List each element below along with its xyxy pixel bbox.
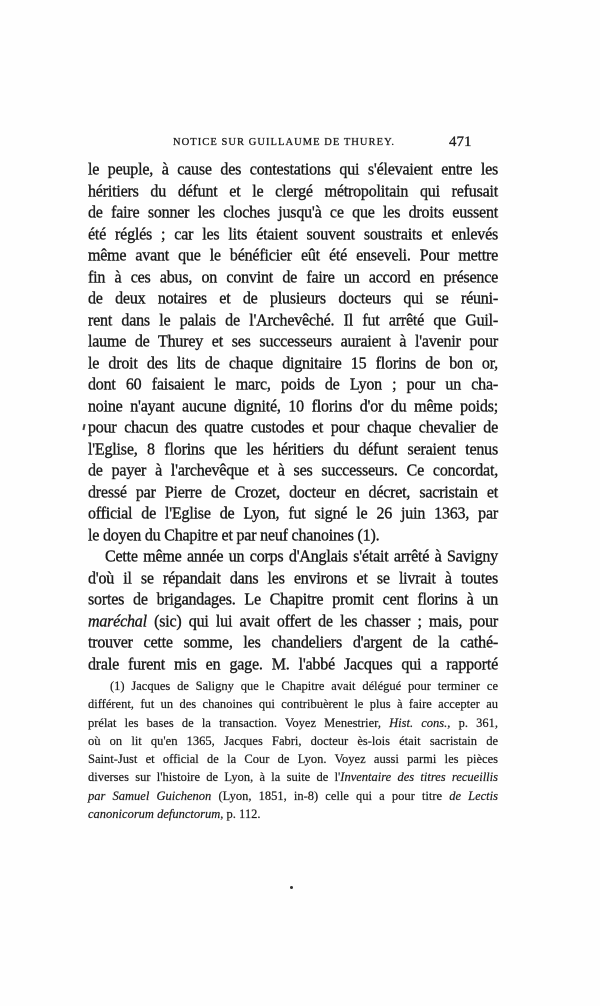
text-line: rent dans le palais de l'Archevêché. Il fut arrêté que Guil- — [88, 310, 498, 330]
text-line: sortes de brigandages. Le Chapitre promit cent florins à un — [88, 590, 498, 609]
text-line: même avant que le bénéficier eût été enseveli. Pour mettre — [88, 246, 498, 265]
text-segment: , p. 112. — [220, 807, 261, 822]
text-line: laume de Thurey et ses successeurs auraient à l'avenir pour — [88, 332, 498, 351]
text-line: le doyen du Chapitre et par neuf chanoines (1). — [88, 525, 380, 545]
footnote-line: différent, fut un des chanoines qui contribuèrent le plus à faire accepter au — [88, 697, 498, 712]
text-segment: (sic) qui lui avait offert de les chasser ; mais, pour — [146, 611, 498, 631]
ink-tick — [82, 424, 85, 430]
italic-title: de Lectis — [449, 788, 498, 803]
italic-title: canonicorum defunctorum — [88, 807, 221, 822]
text-line: été réglés ; car les lits étaient souvent soustraits et enlevés — [88, 224, 498, 244]
text-line: de payer à l'archevêque et à ses successeurs. Ce concordat, — [88, 461, 498, 480]
text-line: noine n'ayant aucune dignité, 10 florins d'or du même poids; — [88, 396, 498, 416]
footnote-line — [88, 714, 498, 732]
text-segment: , p. 361, — [447, 715, 498, 730]
italic-title: par Samuel Guichenon — [88, 788, 212, 803]
text-line: le droit des lits de chaque dignitaire 15 florins de bon or, — [88, 353, 498, 373]
text-segment: (Lyon, 1851, in-8) celle qui a pour titre — [211, 788, 450, 803]
text-line: l'Eglise, 8 florins que les héritiers du défunt seraient tenus — [88, 439, 498, 459]
text-line: drale furent mis en gage. M. l'abbé Jacques qui a rapporté — [88, 654, 498, 674]
paragraph — [88, 546, 498, 675]
footnote-line: Saint-Just et official de la Cour de Lyon. Voyez aussi parmi les pièces — [88, 752, 498, 767]
body-text — [88, 159, 498, 675]
footnote-line — [88, 805, 498, 823]
paragraph — [88, 159, 498, 546]
italic-term: maréchal — [88, 611, 147, 631]
text-line: de faire sonner les cloches jusqu'à ce que les droits eussent — [88, 203, 498, 222]
text-line: le peuple, à cause des contestations qui s'élevaient entre les — [88, 160, 498, 179]
footnote — [88, 677, 498, 823]
footnote-line: (1) Jacques de Saligny que le Chapitre avait délégué pour terminer ce — [110, 679, 498, 693]
text-line: d'où il se répandait dans les environs et se livrait à toutes — [88, 568, 498, 588]
italic-title: Hist. cons. — [389, 715, 448, 730]
text-line: héritiers du défunt et le clergé métropolitain qui refusait — [88, 181, 498, 201]
footnote-line — [88, 787, 498, 805]
text-line: de deux notaires et de plusieurs docteurs qui se réuni- — [88, 289, 498, 308]
page-number: 471 — [449, 134, 472, 150]
text-line — [88, 610, 498, 633]
text-segment: diverses sur l'histoire de Lyon, à la suite de l' — [88, 770, 341, 785]
text-line: official de l'Eglise de Lyon, fut signé le 26 juin 1363, par — [88, 504, 498, 523]
footnote-line — [88, 768, 498, 786]
text-line: dressé par Pierre de Crozet, docteur en décret, sacristain et — [88, 482, 498, 502]
text-line: pour chacun des quatre custodes et pour chaque chevalier de — [88, 418, 498, 437]
running-title: NOTICE SUR GUILLAUME DE THUREY. — [173, 137, 396, 148]
footnote-line: où on lit qu'en 1365, Jacques Fabri, docteur ès-lois était sacristain de — [88, 733, 498, 748]
italic-title: Inventaire des titres recueillis — [340, 770, 498, 785]
text-line: dont 60 faisaient le marc, poids de Lyon ; pour un cha- — [88, 375, 498, 394]
ink-speck — [290, 886, 293, 889]
text-line: trouver cette somme, les chandeliers d'argent de la cathé- — [88, 633, 498, 652]
text-segment: prélat les bases de la transaction. Voyez Menestrier, — [88, 715, 390, 730]
text-line: Cette même année un corps d'Anglais s'était arrêté à Savigny — [105, 547, 498, 566]
text-line: fin à ces abus, on convint de faire un accord en présence — [88, 267, 498, 287]
